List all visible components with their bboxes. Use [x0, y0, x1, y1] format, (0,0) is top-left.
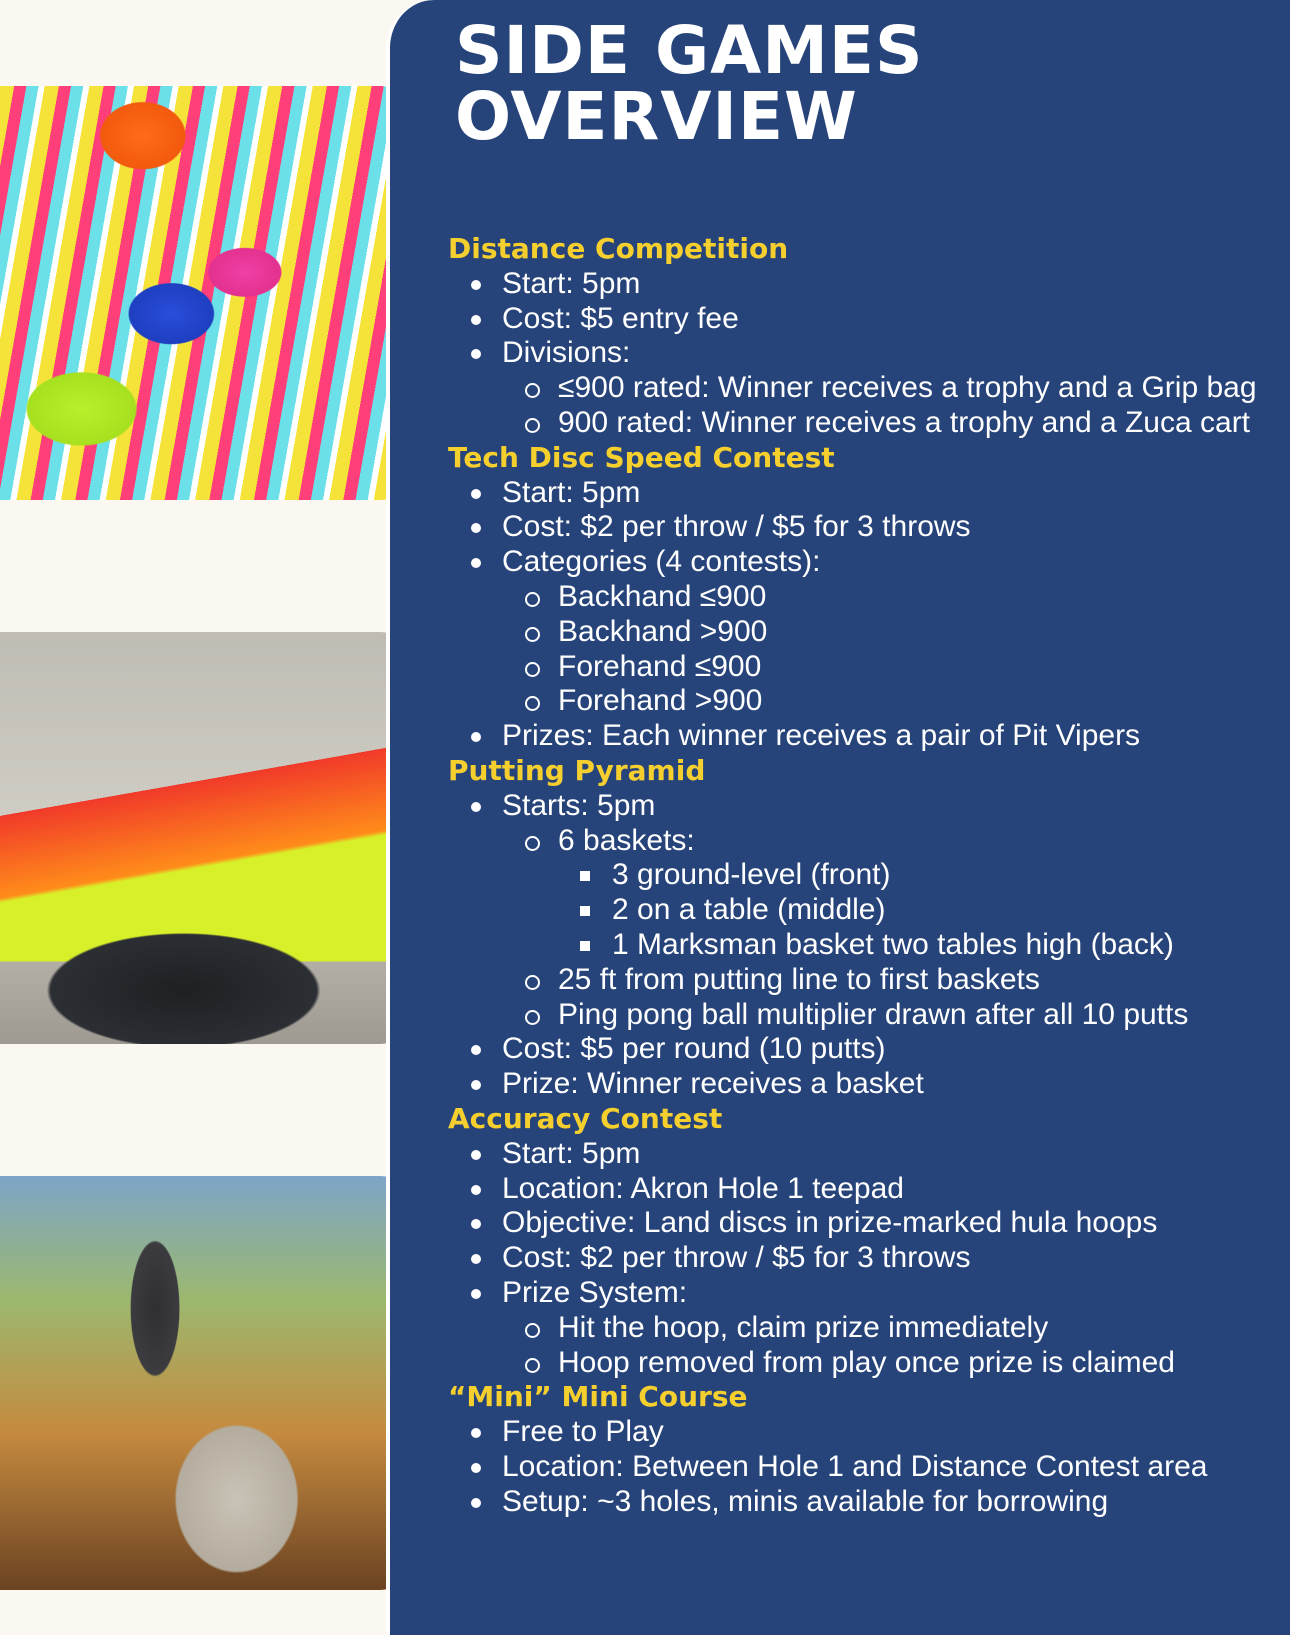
list-item: Hit the hoop, claim prize immediately: [448, 1311, 1278, 1346]
list-item: Categories (4 contests):: [448, 545, 1278, 580]
mini-mini-course-heading: “Mini” Mini Course: [448, 1380, 748, 1414]
list-item: 6 baskets:: [448, 824, 1278, 859]
list-item: Divisions:: [448, 336, 1278, 371]
pit-viper-sunglasses-photo: [0, 632, 408, 1044]
list-item: Backhand >900: [448, 615, 1278, 650]
list-item: Objective: Land discs in prize-marked hula hoops: [448, 1206, 1278, 1241]
list-item: Cost: $5 per round (10 putts): [448, 1032, 1278, 1067]
list-item: Forehand ≤900: [448, 650, 1278, 685]
disc-golf-bag-photo: [0, 1176, 408, 1590]
list-item: Start: 5pm: [448, 476, 1278, 511]
list-item: Start: 5pm: [448, 267, 1278, 302]
list-item: 900 rated: Winner receives a trophy and a Zuca cart: [448, 406, 1278, 441]
list-item: Cost: $5 entry fee: [448, 302, 1278, 337]
list-item: 1 Marksman basket two tables high (back): [448, 928, 1278, 963]
putting-pyramid-heading: Putting Pyramid: [448, 753, 706, 787]
list-item: Location: Akron Hole 1 teepad: [448, 1172, 1278, 1207]
disc-shelf-photo: [0, 86, 408, 500]
list-item: Setup: ~3 holes, minis available for borrowing: [448, 1485, 1278, 1520]
list-item: 2 on a table (middle): [448, 893, 1278, 928]
list-item: Prizes: Each winner receives a pair of Pit Vipers: [448, 719, 1278, 754]
title-line-1: SIDE GAMES: [455, 12, 924, 89]
list-item: Prize: Winner receives a basket: [448, 1067, 1278, 1102]
page-title: [455, 12, 924, 155]
list-item: Starts: 5pm: [448, 789, 1278, 824]
distance-competition-heading: Distance Competition: [448, 232, 789, 265]
side-games-list: [448, 232, 1278, 1519]
list-item: ≤900 rated: Winner receives a trophy and a Grip bag: [448, 371, 1278, 406]
list-item: 25 ft from putting line to first baskets: [448, 963, 1278, 998]
list-item: Backhand ≤900: [448, 580, 1278, 615]
title-line-2: OVERVIEW: [455, 78, 858, 155]
list-item: Prize System:: [448, 1276, 1278, 1311]
list-item: Start: 5pm: [448, 1137, 1278, 1172]
list-item: Cost: $2 per throw / $5 for 3 throws: [448, 1241, 1278, 1276]
list-item: Location: Between Hole 1 and Distance Contest area: [448, 1450, 1278, 1485]
tech-disc-speed-contest-heading: Tech Disc Speed Contest: [448, 440, 835, 474]
list-item: Free to Play: [448, 1415, 1278, 1450]
list-item: Cost: $2 per throw / $5 for 3 throws: [448, 510, 1278, 545]
list-item: Forehand >900: [448, 684, 1278, 719]
list-item: 3 ground-level (front): [448, 858, 1278, 893]
accuracy-contest-heading: Accuracy Contest: [448, 1101, 723, 1135]
list-item: Hoop removed from play once prize is claimed: [448, 1346, 1278, 1381]
list-item: Ping pong ball multiplier drawn after all 10 putts: [448, 998, 1278, 1033]
